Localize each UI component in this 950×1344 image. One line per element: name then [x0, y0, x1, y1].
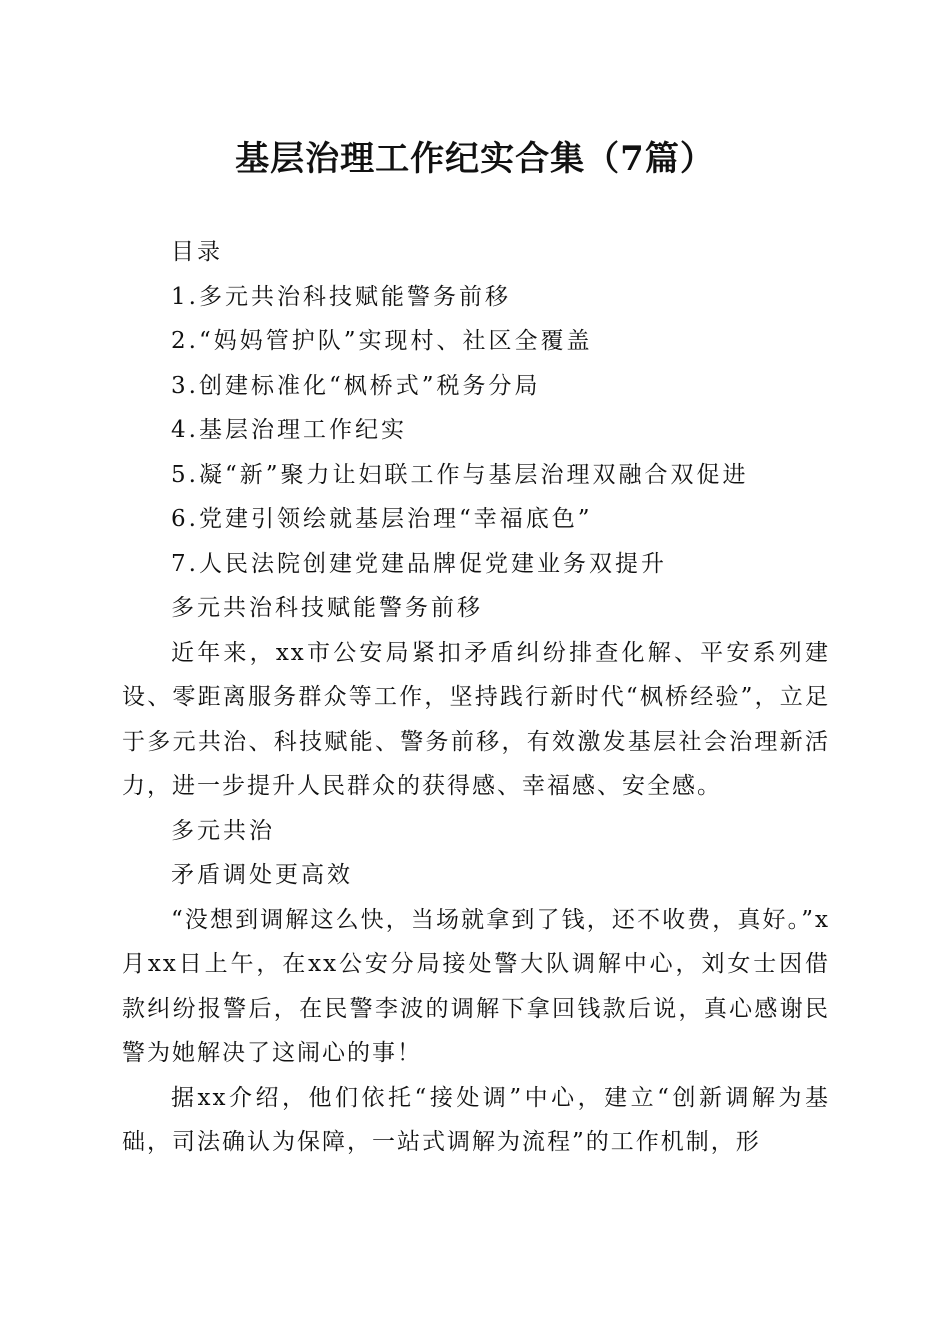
article-title: 多元共治科技赋能警务前移: [171, 595, 483, 621]
body-paragraph: “没想到调解这么快，当场就拿到了钱，还不收费，真好。”x月xx日上午，在xx公安分局接处警大队调解中心，刘女士因借款纠纷报警后，在民警李波的调解下拿回钱款后说，真心感谢民警为她解决了这闹心的事！: [122, 906, 830, 1066]
toc-item: 6.党建引领绘就基层治理“幸福底色”: [171, 506, 593, 532]
toc-item: 2.“妈妈管护队”实现村、社区全覆盖: [171, 328, 593, 354]
toc-item: 7.人民法院创建党建品牌促党建业务双提升: [171, 550, 667, 577]
document-title: 基层治理工作纪实合集（7篇）: [235, 139, 715, 179]
toc-item: 5.凝“新”聚力让妇联工作与基层治理双融合双促进: [171, 461, 749, 488]
toc-item: 1.多元共治科技赋能警务前移: [171, 283, 511, 310]
document-body: [122, 230, 830, 1165]
article-intro-paragraph: 近年来，xx市公安局紧扣矛盾纠纷排查化解、平安系列建设、零距离服务群众等工作，坚持践行新时代“枫桥经验”，立足于多元共治、科技赋能、警务前移，有效激发基层社会治理新活力，进一步提升人民群众的获得感、幸福感、安全感。: [122, 639, 830, 799]
body-paragraph: 据xx介绍，他们依托“接处调”中心，建立“创新调解为基础，司法确认为保障，一站式调解为流程”的工作机制，形: [122, 1084, 830, 1155]
toc-heading: 目录: [171, 239, 223, 265]
subsection-heading: 矛盾调处更高效: [171, 862, 353, 888]
section-heading: 多元共治: [171, 817, 275, 844]
toc-item: 4.基层治理工作纪实: [171, 417, 407, 443]
toc-item: 3.创建标准化“枫桥式”税务分局: [171, 372, 541, 399]
